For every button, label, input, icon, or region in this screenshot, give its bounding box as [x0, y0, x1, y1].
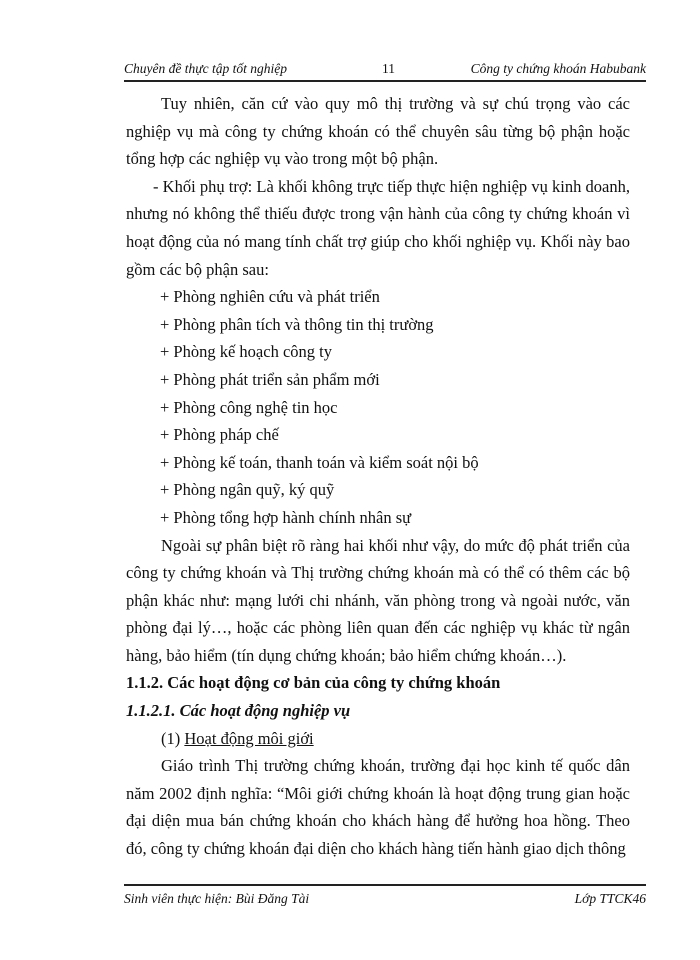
- list-item: + Phòng phát triển sản phẩm mới: [160, 369, 380, 389]
- list-item: + Phòng nghiên cứu và phát triển: [160, 287, 380, 307]
- list-item: + Phòng pháp chế: [160, 425, 279, 445]
- header-company-name: Công ty chứng khoán Habubank: [470, 61, 646, 76]
- header-document-title: Chuyên đề thực tập tốt nghiệp: [124, 61, 287, 76]
- header-page-number: 11: [382, 61, 395, 76]
- section-heading-1-1-2: 1.1.2. Các hoạt động cơ bản của công ty chứng khoán: [126, 673, 501, 693]
- department-list: [126, 283, 630, 531]
- list-item: + Phòng phân tích và thông tin thị trường: [160, 314, 434, 334]
- paragraph-structure-note: Tuy nhiên, căn cứ vào quy mô thị trường và sự chú trọng vào các nghiệp vụ mà công ty chứng khoán có thể chuyên sâu từng bộ phận hoặc tổng hợp các nghiệp vụ vào trong một bộ phận.: [126, 94, 630, 169]
- subsection-number: (1): [161, 728, 181, 748]
- footer-class-name: Lớp TTCK46: [574, 891, 646, 906]
- document-body: [126, 90, 630, 863]
- list-item: + Phòng kế toán, thanh toán và kiểm soát nội bộ: [160, 452, 479, 472]
- list-item: + Phòng tổng hợp hành chính nhân sự: [160, 507, 412, 527]
- list-item: + Phòng công nghệ tin học: [160, 397, 338, 417]
- section-heading-1-1-2-1: 1.1.2.1. Các hoạt động nghiệp vụ: [126, 701, 351, 721]
- subsection-title: Hoạt động môi giới: [184, 728, 314, 748]
- paragraph-brokerage-definition: Giáo trình Thị trường chứng khoán, trường đại học kinh tế quốc dân năm 2002 định nghĩa: “Môi giới chứng khoán là hoạt động trung gian hoặc đại diện mua bán chứng khoán cho khách hàng để hưởng hoa hồng. Theo đó, công ty chứng khoán đại diện cho khách hàng tiến hành giao dịch thông: [126, 756, 630, 859]
- page-header: [124, 56, 646, 82]
- page-footer: [124, 884, 646, 908]
- list-item: + Phòng ngân quỹ, ký quỹ: [160, 480, 335, 500]
- footer-student-name: Sinh viên thực hiện: Bùi Đăng Tài: [124, 891, 310, 906]
- subsection-brokerage: [126, 725, 630, 753]
- paragraph-support-block: - Khối phụ trợ: Là khối không trực tiếp thực hiện nghiệp vụ kinh doanh, nhưng nó không thể thiếu được trong vận hành của công ty chứng khoán vì hoạt động của nó mang tính chất trợ giúp cho khối nghiệp vụ. Khối này bao gồm các bộ phận sau:: [126, 176, 630, 279]
- paragraph-other-departments: Ngoài sự phân biệt rõ ràng hai khối như vậy, do mức độ phát triển của công ty chứng khoán và Thị trường chứng khoán mà có thể có thêm các bộ phận khác như: mạng lưới chi nhánh, văn phòng trong và ngoài nước, văn phòng đại lý…, hoặc các phòng liên quan đến các nghiệp vụ khác từ ngân hàng, bảo hiểm (tín dụng chứng khoán; bảo hiểm chứng khoán…).: [126, 535, 630, 665]
- list-item: + Phòng kế hoạch công ty: [160, 342, 332, 362]
